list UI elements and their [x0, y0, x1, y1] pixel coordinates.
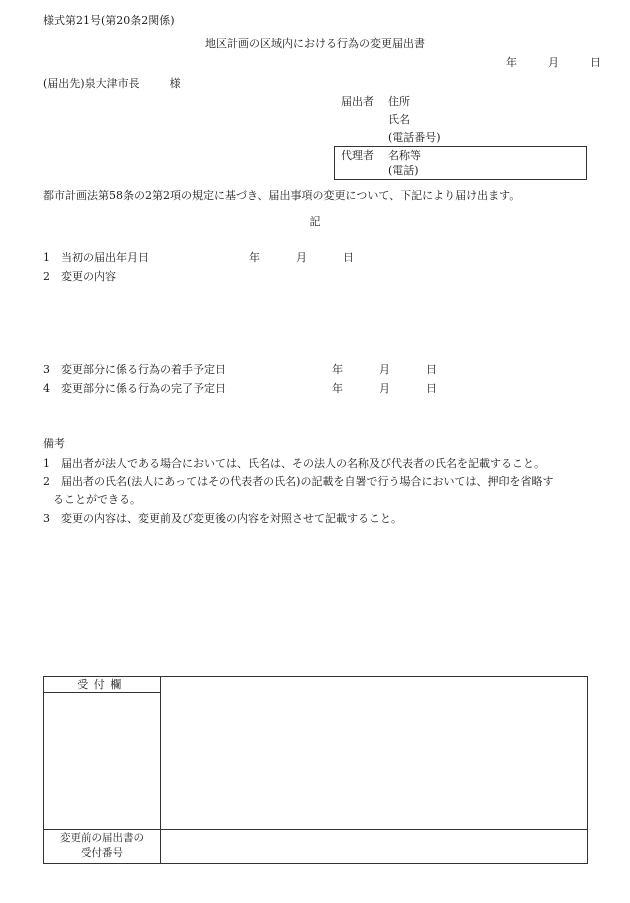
applicant-name-label: 氏名 [388, 113, 410, 126]
item-number: 2 [43, 270, 50, 283]
applicant-block [341, 93, 441, 147]
note-number: 3 [43, 512, 50, 525]
addressee-text: (届出先)泉大津市長 [43, 77, 140, 90]
ki-heading: 記 [309, 215, 321, 228]
agent-phone-label: (電話) [388, 164, 419, 177]
remark-note [43, 512, 593, 526]
previous-receipt-number-field [161, 829, 588, 863]
item-end-date [43, 382, 226, 396]
remarks-title: 備考 [43, 437, 65, 450]
item-month: 月 [379, 363, 390, 376]
date-month: 月 [548, 56, 559, 69]
applicant-address-label: 住所 [388, 95, 410, 108]
form-number: 様式第21号(第20条2関係) [43, 14, 175, 27]
item-year: 年 [332, 382, 343, 395]
item-number: 4 [43, 382, 50, 395]
note-text: 変更の内容は、変更前及び変更後の内容を対照させて記載すること。 [61, 512, 402, 525]
item-month: 月 [379, 382, 390, 395]
agent-label: 代理者 [341, 149, 374, 162]
item-number: 3 [43, 363, 50, 376]
agent-box [334, 146, 587, 180]
statement: 都市計画法第58条の2第2項の規定に基づき、届出事項の変更について、下記により届け出ます。 [43, 189, 521, 202]
date-year: 年 [506, 56, 517, 69]
item-day: 日 [426, 363, 437, 376]
note-number: 2 [43, 475, 50, 488]
document-title: 地区計画の区域内における行為の変更届出書 [205, 37, 425, 50]
item-month: 月 [296, 251, 307, 264]
item-day: 日 [343, 251, 354, 264]
item-label: 当初の届出年月日 [61, 251, 149, 264]
item-number: 1 [43, 251, 50, 264]
item-start-date [43, 363, 226, 377]
item-label: 変更部分に係る行為の着手予定日 [61, 363, 226, 376]
agent-name-label: 名称等 [388, 149, 421, 162]
applicant-phone-label: (電話番号) [388, 131, 441, 144]
remark-note-continuation: ることができる。 [53, 493, 141, 506]
note-text: 届出者の氏名(法人にあってはその代表者の氏名)の記載を自署で行う場合においては、押印を省略す [61, 475, 554, 488]
item-year: 年 [249, 251, 260, 264]
submission-date [506, 56, 601, 70]
date-day: 日 [590, 56, 601, 69]
item-original-date [43, 251, 149, 265]
addressee [43, 77, 181, 91]
item-year: 年 [332, 363, 343, 376]
receipt-header: 受付欄 [44, 677, 161, 693]
note-number: 1 [43, 457, 50, 470]
addressee-honorific: 様 [169, 77, 181, 90]
applicant-label: 届出者 [341, 95, 374, 108]
receipt-main-area [161, 677, 588, 830]
item-change-content [43, 270, 116, 284]
note-text: 届出者が法人である場合においては、氏名は、その法人の名称及び代表者の氏名を記載すること。 [61, 457, 545, 470]
receipt-table [43, 676, 588, 864]
receipt-stamp-area [44, 693, 161, 830]
footer-line1: 変更前の届出書の [60, 832, 144, 845]
remark-note [43, 457, 593, 471]
item-label: 変更の内容 [61, 270, 116, 283]
previous-receipt-number-label [44, 829, 161, 863]
item-label: 変更部分に係る行為の完了予定日 [61, 382, 226, 395]
footer-line2: 受付番号 [81, 847, 123, 860]
remark-note [43, 475, 593, 489]
item-day: 日 [426, 382, 437, 395]
